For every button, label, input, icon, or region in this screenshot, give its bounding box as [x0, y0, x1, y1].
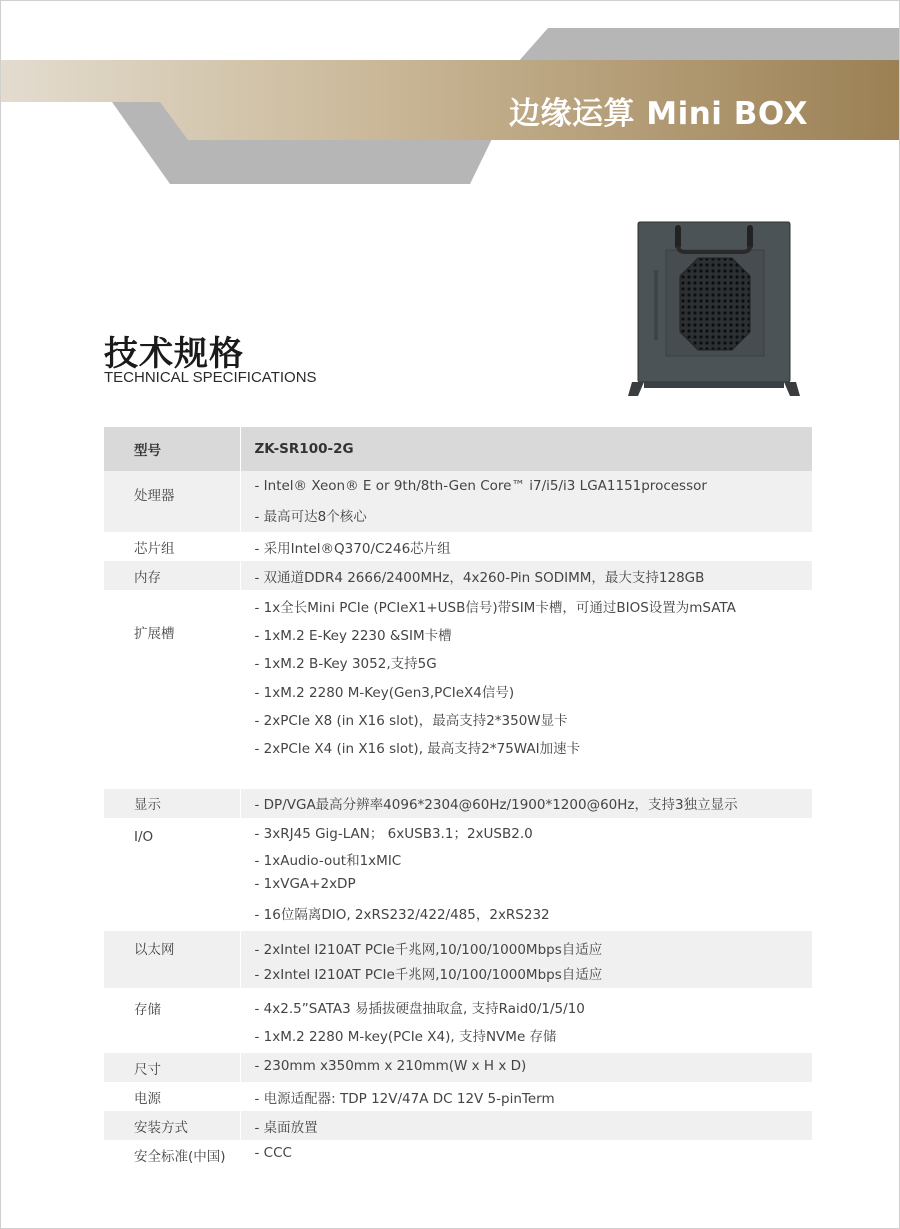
spec-line: - 双通道DDR4 2666/2400MHz，4x260-Pin SODIMM，最大支持128GB [254, 570, 705, 586]
spec-key: 安装方式 [104, 1111, 240, 1140]
page-title: 边缘运算 Mini BOX [508, 96, 808, 132]
spec-line: - 2xPCIe X8 (in X16 slot)，最高支持2*350W显卡 [254, 712, 568, 729]
spec-key: I/O [104, 818, 240, 931]
spec-value [240, 1140, 812, 1172]
spec-line: - 采用Intel®Q370/C246芯片组 [254, 541, 451, 557]
spec-row-chipset [104, 532, 812, 561]
spec-row-storage [104, 988, 812, 1053]
spec-line: - 16位隔离DIO, 2xRS232/422/485，2xRS232 [254, 907, 550, 923]
spec-line: - 1xM.2 B-Key 3052,支持5G [254, 656, 437, 673]
section-title: 技术规格 [104, 334, 244, 374]
spec-value-model: ZK-SR100-2G [240, 427, 812, 471]
spec-line: - 桌面放置 [254, 1120, 318, 1136]
spec-row-power [104, 1082, 812, 1111]
spec-value [240, 988, 812, 1053]
spec-row-ethernet [104, 931, 812, 988]
section-subtitle: TECHNICAL SPECIFICATIONS [104, 369, 317, 386]
spec-value [240, 590, 812, 789]
spec-key: 电源 [104, 1082, 240, 1111]
spec-value [240, 789, 812, 818]
spec-header-row [104, 427, 812, 471]
spec-value [240, 1082, 812, 1111]
spec-value [240, 471, 812, 532]
banner-gray-top [518, 28, 900, 62]
spec-key: 内存 [104, 561, 240, 590]
mini-box-chassis-icon [626, 220, 802, 398]
spec-row-processor [104, 471, 812, 532]
spec-value [240, 561, 812, 590]
spec-row-io [104, 818, 812, 931]
spec-table [104, 427, 812, 1172]
spec-line: - 2xPCIe X4 (in X16 slot), 最高支持2*75WAI加速卡 [254, 740, 581, 757]
spec-key: 安全标准(中国) [104, 1140, 240, 1172]
spec-line: - 4x2.5”SATA3 易插拔硬盘抽取盒, 支持Raid0/1/5/10 [254, 1001, 585, 1017]
spec-line: - 1xM.2 E-Key 2230 &SIM卡槽 [254, 628, 452, 645]
spec-line: - 3xRJ45 Gig-LAN； 6xUSB3.1；2xUSB2.0 [254, 826, 533, 842]
spec-key: 尺寸 [104, 1053, 240, 1082]
spec-value [240, 1111, 812, 1140]
spec-value [240, 1053, 812, 1082]
spec-line: - 1xVGA+2xDP [254, 876, 356, 892]
spec-value [240, 532, 812, 561]
spec-key-model: 型号 [104, 427, 240, 471]
header-banner [0, 0, 900, 200]
spec-row-mounting [104, 1111, 812, 1140]
spec-line: - 2xIntel I210AT PCIe千兆网,10/100/1000Mbps自适应 [254, 942, 603, 958]
spec-row-display [104, 789, 812, 818]
spec-line: - 电源适配器: TDP 12V/47A DC 12V 5-pinTerm [254, 1091, 555, 1107]
spec-row-safety [104, 1140, 812, 1172]
spec-line: - 1xAudio-out和1xMIC [254, 853, 402, 869]
spec-line: - Intel® Xeon® E or 9th/8th-Gen Core™ i7/i5/i3 LGA1151processor [254, 478, 707, 494]
spec-line: - 最高可达8个核心 [254, 509, 367, 525]
spec-key: 芯片组 [104, 532, 240, 561]
spec-row-memory [104, 561, 812, 590]
spec-line: - 1xM.2 2280 M-Key(Gen3,PCIeX4信号) [254, 684, 515, 701]
spec-key: 扩展槽 [104, 590, 240, 789]
spec-value [240, 931, 812, 988]
product-image [626, 220, 802, 398]
spec-key: 处理器 [104, 471, 240, 532]
spec-line: - DP/VGA最高分辨率4096*2304@60Hz/1900*1200@60Hz，支持3独立显示 [254, 797, 738, 813]
spec-line: - 1x全长Mini PCIe (PCIeX1+USB信号)带SIM卡槽，可通过BIOS设置为mSATA [254, 600, 736, 616]
spec-key: 显示 [104, 789, 240, 818]
spec-line: - 2xIntel I210AT PCIe千兆网,10/100/1000Mbps自适应 [254, 967, 603, 983]
spec-line: - 230mm x350mm x 210mm(W x H x D) [254, 1058, 527, 1074]
spec-key: 以太网 [104, 931, 240, 988]
spec-line: - 1xM.2 2280 M-key(PCIe X4), 支持NVMe 存储 [254, 1029, 557, 1045]
spec-key: 存储 [104, 988, 240, 1053]
spec-value [240, 818, 812, 931]
spec-line: - CCC [254, 1145, 292, 1161]
spec-row-dimensions [104, 1053, 812, 1082]
spec-row-expansion [104, 590, 812, 789]
